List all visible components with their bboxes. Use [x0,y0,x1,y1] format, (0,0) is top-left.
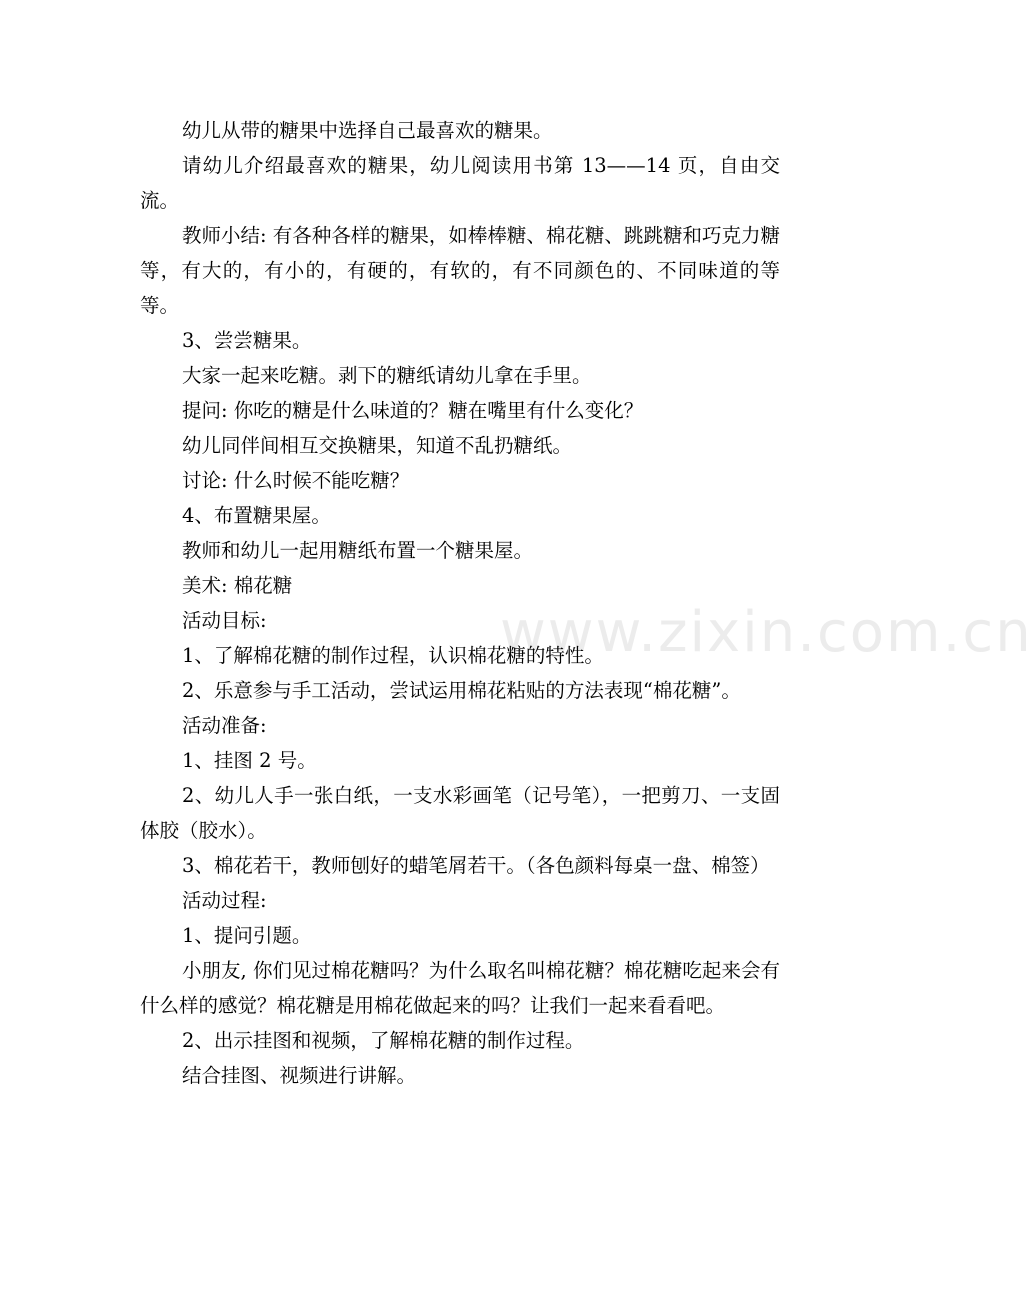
paragraph: 1、了解棉花糖的制作过程，认识棉花糖的特性。 [182,644,604,667]
paragraph: 3、尝尝糖果。 [182,329,312,352]
paragraph: 幼儿同伴间相互交换糖果，知道不乱扔糖纸。 [182,434,573,457]
paragraph: 结合挂图、视频进行讲解。 [182,1064,417,1087]
paragraph: 教师和幼儿一起用糖纸布置一个糖果屋。 [182,539,534,562]
section-heading: 活动目标: [182,609,267,632]
paragraph: 教师小结: 有各种各样的糖果，如棒棒糖、棉花糖、跳跳糖和巧克力糖等，有大的，有小的，有硬的，有软的，有不同颜色的、不同味道的等等。 [140,224,780,317]
document-body [140,113,780,1093]
paragraph: 2、出示挂图和视频，了解棉花糖的制作过程。 [182,1029,585,1052]
paragraph: 1、提问引题。 [182,924,312,947]
watermark: www.zixin.com.cn [500,600,1033,665]
paragraph: 4、布置糖果屋。 [182,504,331,527]
paragraph: 请幼儿介绍最喜欢的糖果，幼儿阅读用书第 13——14 页，自由交流。 [140,154,780,212]
paragraph: 1、挂图 2 号。 [182,749,317,772]
paragraph: 2、乐意参与手工活动，尝试运用棉花粘贴的方法表现“棉花糖”。 [182,679,741,702]
paragraph: 提问: 你吃的糖是什么味道的？糖在嘴里有什么变化？ [182,399,644,422]
paragraph: 2、幼儿人手一张白纸，一支水彩画笔（记号笔），一把剪刀、一支固体胶（胶水）。 [140,784,780,842]
paragraph: 小朋友, 你们见过棉花糖吗？为什么取名叫棉花糖？棉花糖吃起来会有什么样的感觉？棉花糖是用棉花做起来的吗？让我们一起来看看吧。 [140,959,780,1017]
section-heading: 活动准备: [182,714,267,737]
paragraph: 讨论: 什么时候不能吃糖？ [182,469,410,492]
paragraph: 3、棉花若干，教师刨好的蜡笔屑若干。（各色颜料每桌一盘、棉签） [182,854,770,877]
section-heading: 活动过程: [182,889,267,912]
paragraph: 大家一起来吃糖。剥下的糖纸请幼儿拿在手里。 [182,364,592,387]
paragraph: 幼儿从带的糖果中选择自己最喜欢的糖果。 [182,119,553,142]
section-heading: 美术: 棉花糖 [182,574,293,597]
